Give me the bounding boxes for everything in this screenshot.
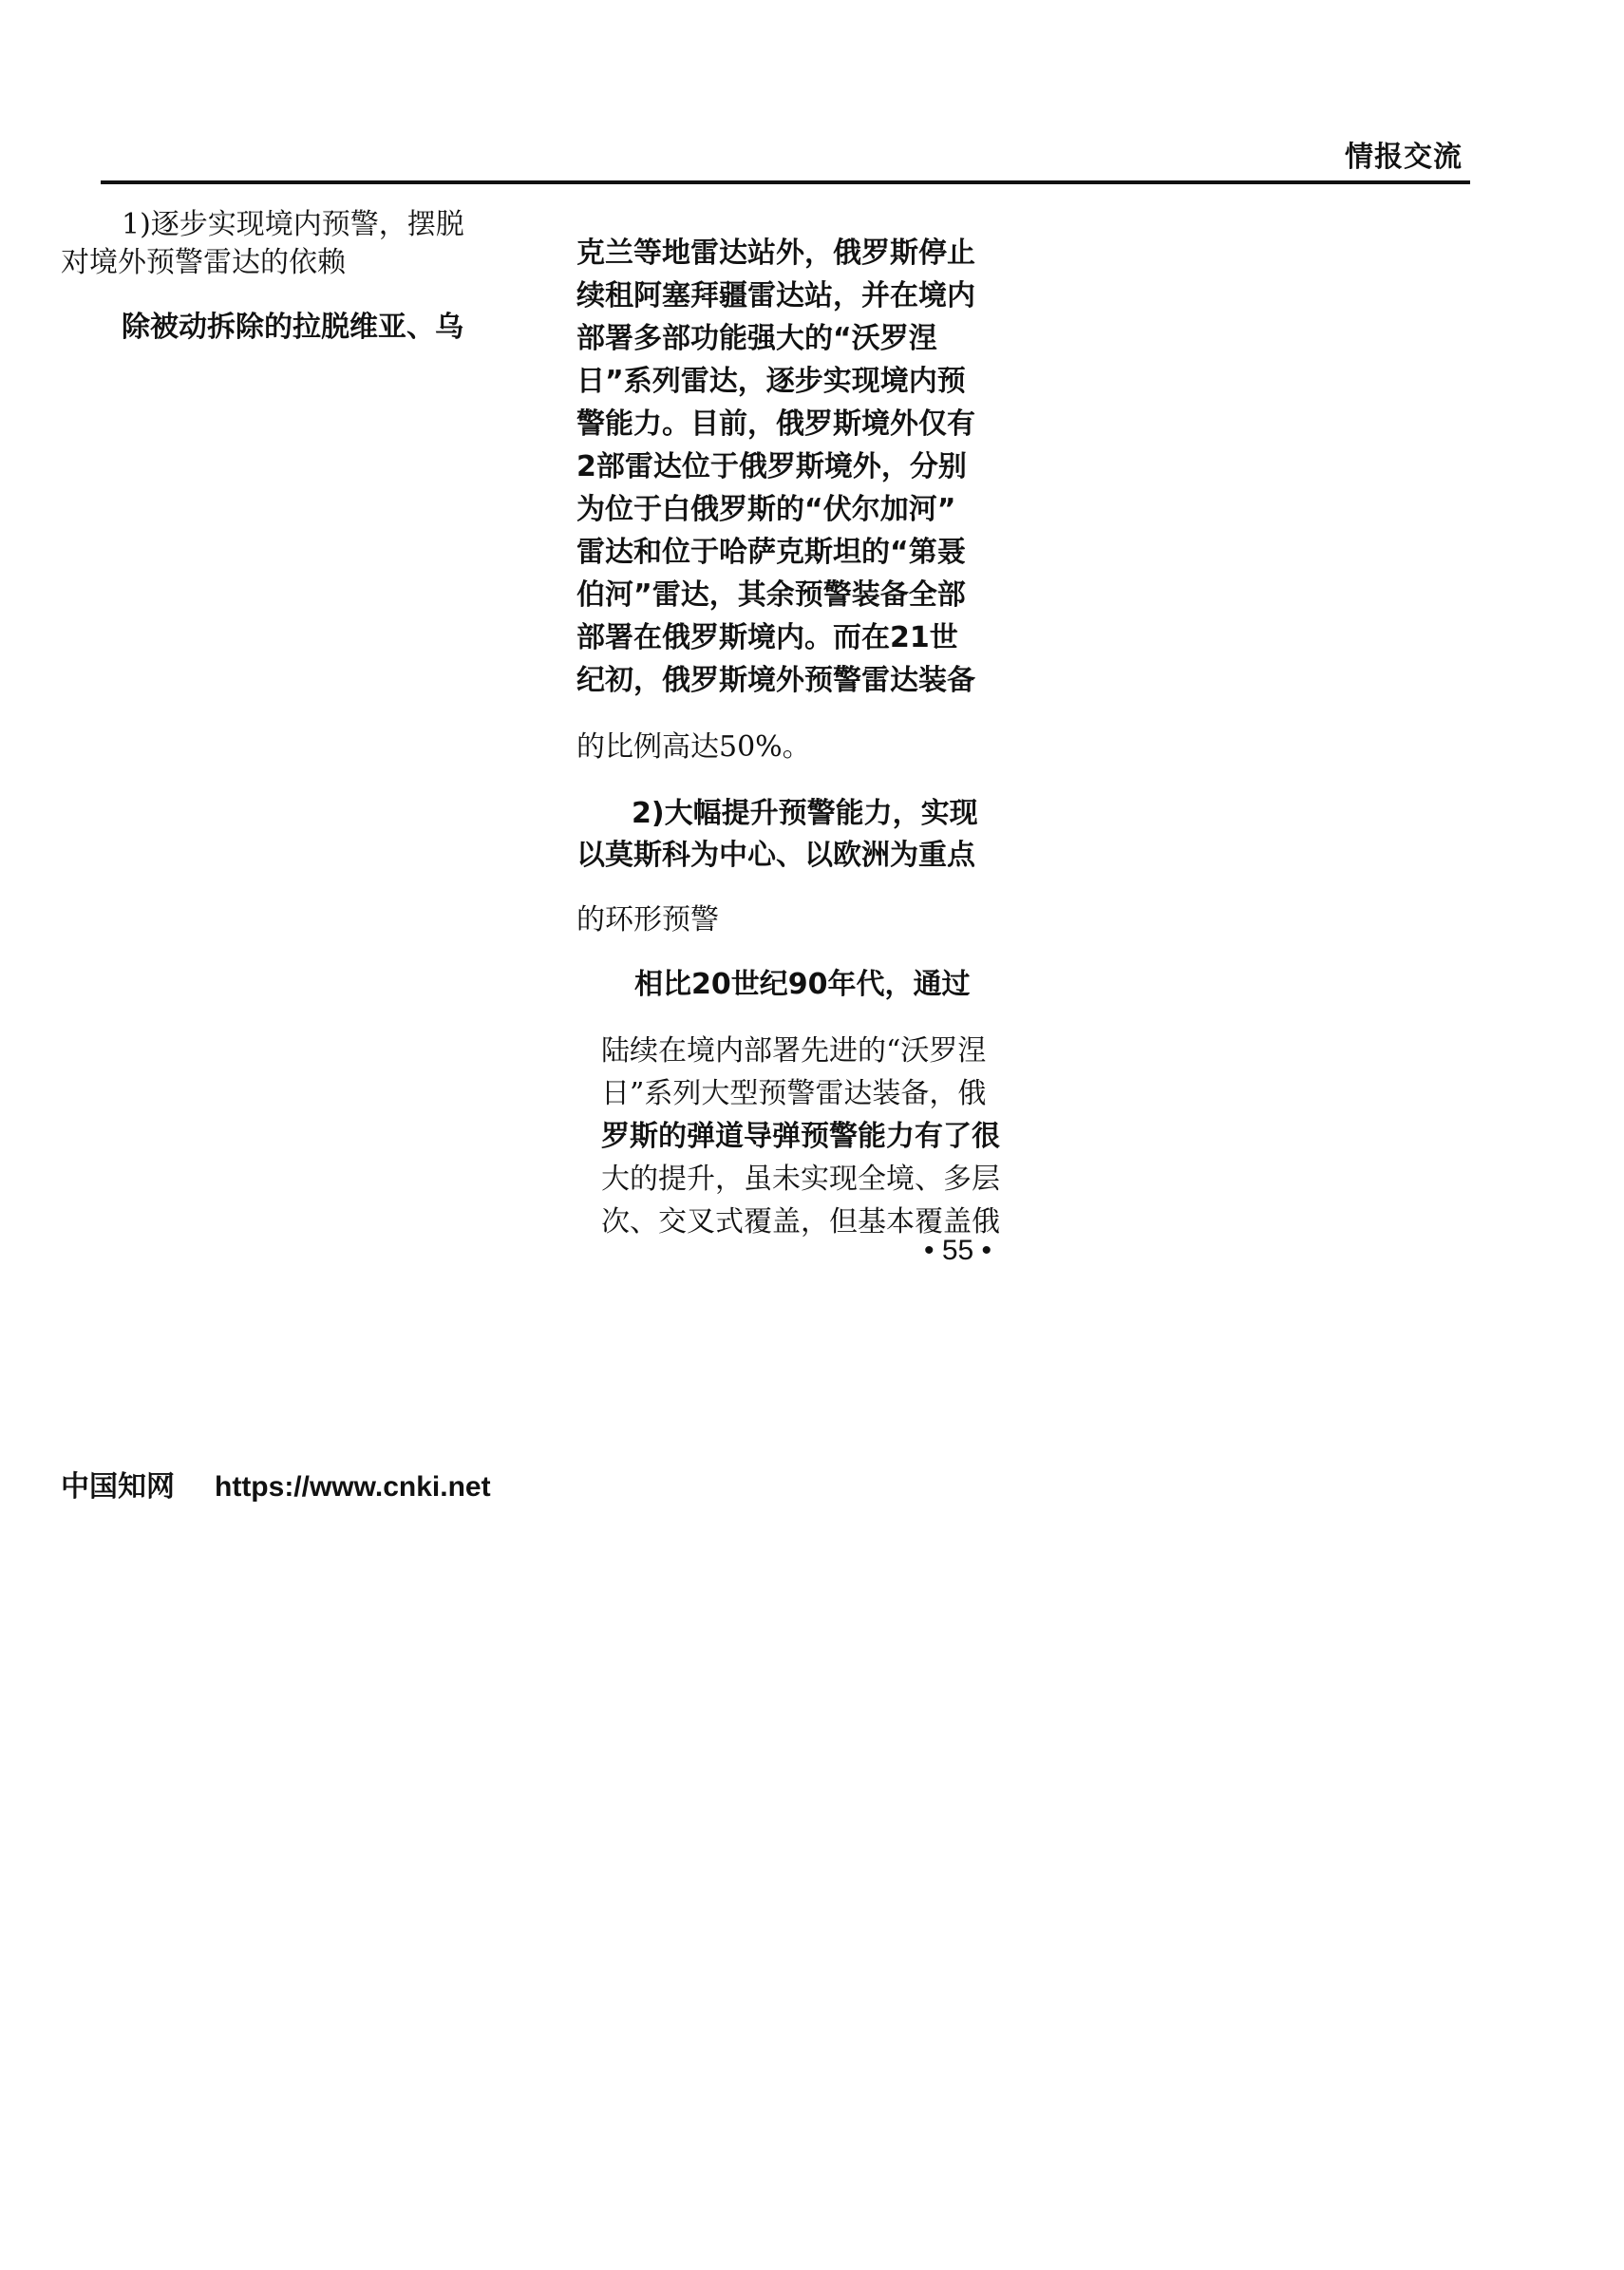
body-line: 的比例高达50%。 bbox=[576, 730, 811, 764]
section-heading-1-line-1: 1)逐步实现境内预警，摆脱 bbox=[122, 208, 464, 241]
body-line: 相比20世纪90年代，通过 bbox=[634, 968, 971, 1001]
body-line: 伯河”雷达，其余预警装备全部 bbox=[576, 578, 966, 612]
body-line: 续租阿塞拜疆雷达站，并在境内 bbox=[576, 279, 975, 312]
body-line: 2部雷达位于俄罗斯境外，分别 bbox=[576, 450, 967, 483]
body-line: 雷达和位于哈萨克斯坦的“第聂 bbox=[576, 536, 966, 569]
body-line: 部署在俄罗斯境内。而在21世 bbox=[576, 621, 958, 654]
footer bbox=[61, 1463, 491, 1504]
body-line: 克兰等地雷达站外，俄罗斯停止 bbox=[576, 236, 975, 270]
body-line: 为位于白俄罗斯的“伏尔加河” bbox=[576, 493, 956, 526]
footer-url[interactable]: https://www.cnki.net bbox=[215, 1471, 491, 1503]
journal-section-title: 情报交流 bbox=[1345, 142, 1463, 173]
body-line: 警能力。目前，俄罗斯境外仅有 bbox=[576, 407, 975, 441]
body-line: 日”系列大型预警雷达装备，俄 bbox=[601, 1077, 987, 1110]
section-heading-1-line-2: 对境外预警雷达的依赖 bbox=[61, 246, 346, 279]
section-heading-2-line-1: 2)大幅提升预警能力，实现 bbox=[632, 797, 978, 830]
body-line: 部署多部功能强大的“沃罗涅 bbox=[576, 322, 937, 355]
body-line: 陆续在境内部署先进的“沃罗涅 bbox=[601, 1034, 987, 1068]
footer-site-name: 中国知网 bbox=[61, 1471, 175, 1503]
body-line: 大的提升，虽未实现全境、多层 bbox=[601, 1163, 1000, 1196]
section-heading-2-line-3: 的环形预警 bbox=[576, 903, 719, 936]
body-line: 纪初，俄罗斯境外预警雷达装备 bbox=[576, 664, 975, 697]
section-heading-2-line-2: 以莫斯科为中心、以欧洲为重点 bbox=[576, 839, 975, 872]
left-paragraph-line: 除被动拆除的拉脱维亚、乌 bbox=[122, 311, 463, 344]
body-line: 罗斯的弹道导弹预警能力有了很 bbox=[601, 1120, 1000, 1153]
body-line: 日”系列雷达，逐步实现境内预 bbox=[576, 365, 966, 398]
body-line: 次、交叉式覆盖，但基本覆盖俄 bbox=[601, 1205, 1000, 1239]
page-number: • 55 • bbox=[924, 1235, 992, 1266]
header-rule bbox=[101, 180, 1470, 184]
